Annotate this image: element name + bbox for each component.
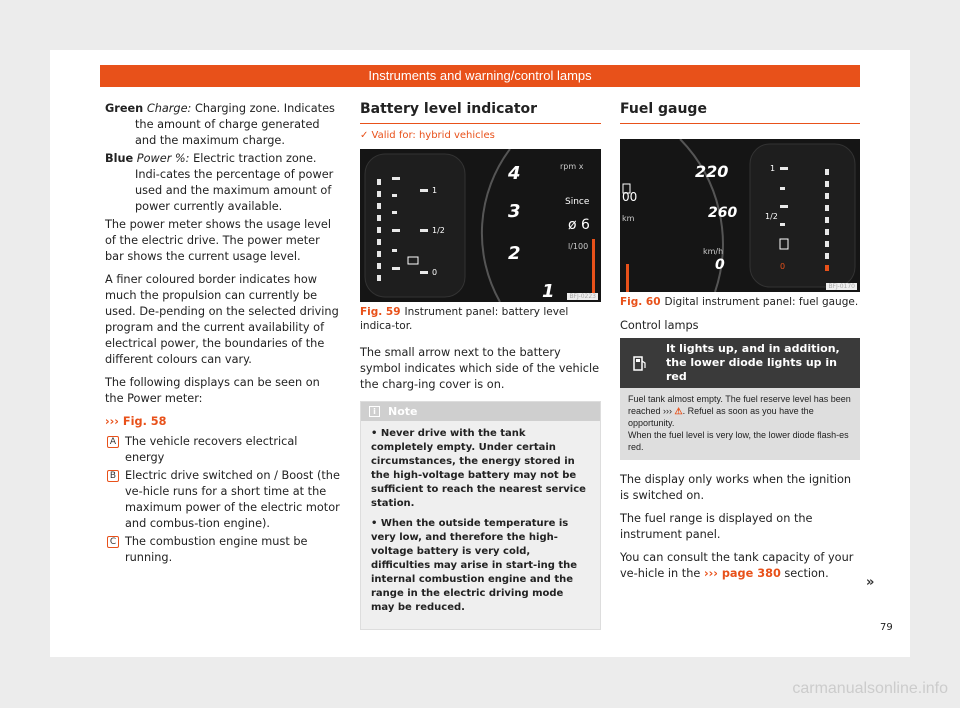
svg-text:km/h: km/h xyxy=(703,247,724,256)
power-meter-paragraph: The power meter shows the usage level of the electric drive. The power meter bar shows the current usage level. xyxy=(105,218,332,263)
svg-text:0: 0 xyxy=(715,257,725,273)
svg-text:2: 2 xyxy=(508,243,521,264)
column-2 xyxy=(360,101,601,630)
svg-text:rpm x: rpm x xyxy=(560,162,584,171)
fuel-gauge-image xyxy=(620,139,860,292)
svg-text:1: 1 xyxy=(542,281,555,302)
watermark: carmanualsonline.info xyxy=(792,680,948,697)
list-item-b: B Electric drive switched on / Boost (the ve-hicle runs for a short time at the maximum power of the electric motor and combus-tion engine). xyxy=(105,468,340,532)
displays-paragraph: The following displays can be seen on the Power meter: xyxy=(105,376,320,405)
figure-59 xyxy=(360,149,601,302)
lamp-table-body: Fuel tank almost empty. The fuel reserve level has been reached ››› ⚠. Refuel as soon as you have the opportunity. When the fuel level is very low, the lower diode flash-es red. xyxy=(620,388,860,460)
warning-triangle-icon: ⚠ xyxy=(674,406,683,416)
battery-gauge-image xyxy=(360,149,601,302)
control-lamps-heading: Control lamps xyxy=(620,319,699,332)
note-item: • Never drive with the tank completely empty. Under certain circumstances, the energy stored in the high-voltage battery may not be sufficient to reach the nearest service station. xyxy=(371,427,590,511)
list-item-a: A The vehicle recovers electrical energy xyxy=(105,434,340,466)
battery-heading: Battery level indicator xyxy=(360,101,601,124)
ignition-paragraph: The display only works when the ignition is switched on. xyxy=(620,473,852,502)
svg-text:ø 6: ø 6 xyxy=(568,217,590,233)
page-header: Instruments and warning/control lamps xyxy=(100,65,860,87)
page-number: 79 xyxy=(880,622,893,633)
green-definition: Green Charge: Charging zone. Indicates the amount of charge generated and the maximum charge. xyxy=(105,102,335,147)
note-header: i Note xyxy=(361,402,600,421)
letter-c-badge: C xyxy=(107,536,119,548)
figure-59-id: BFJ-0223 xyxy=(569,293,596,300)
column-1 xyxy=(105,101,340,568)
figure-59-caption: Fig. 59 Instrument panel: battery level indica-tor. xyxy=(360,306,569,332)
list-item-c: C The combustion engine must be running. xyxy=(105,534,340,566)
svg-text:Since: Since xyxy=(565,197,590,207)
page-380-link[interactable]: ››› page 380 xyxy=(703,567,781,580)
figure-60-id: BFJ-0170 xyxy=(828,283,855,290)
svg-text:l/100: l/100 xyxy=(568,242,589,251)
note-item: • When the outside temperature is very low, and therefore the high-voltage battery is very cold, difficulties may arise in start-ing the internal combustion engine and the range in the electric driving mode may be reduced. xyxy=(371,517,590,615)
figure-60 xyxy=(620,139,860,292)
svg-text:260: 260 xyxy=(708,205,738,221)
svg-text:km: km xyxy=(622,214,635,223)
svg-text:0: 0 xyxy=(432,268,438,277)
note-box xyxy=(360,401,601,630)
letter-b-badge: B xyxy=(107,470,119,482)
svg-text:3: 3 xyxy=(508,201,521,222)
fuel-pump-icon xyxy=(620,338,660,388)
capacity-paragraph: You can consult the tank capacity of your ve-hicle in the ››› page 380 section. xyxy=(620,551,854,580)
validity-note: ✓ Valid for: hybrid vehicles xyxy=(360,130,495,141)
svg-text:0: 0 xyxy=(780,262,786,271)
continue-mark: » xyxy=(866,575,875,590)
svg-text:1/2: 1/2 xyxy=(765,212,778,221)
svg-text:4: 4 xyxy=(508,163,521,184)
fig-58-link[interactable]: ››› Fig. 58 xyxy=(105,415,167,428)
range-paragraph: The fuel range is displayed on the instrument panel. xyxy=(620,512,813,541)
fuel-heading: Fuel gauge xyxy=(620,101,860,124)
border-paragraph: A finer coloured border indicates how much the propulsion can currently be used. De-pending on the selected driving program and the current availability of electrical power, the boundaries of the different colours can vary. xyxy=(105,273,339,366)
battery-paragraph: The small arrow next to the battery symbol indicates which side of the vehicle the charg-ing cover is on. xyxy=(360,346,600,391)
column-3 xyxy=(620,101,860,589)
svg-text:220: 220 xyxy=(695,162,729,181)
figure-60-caption: Fig. 60 Digital instrument panel: fuel gauge. xyxy=(620,296,859,308)
svg-text:00: 00 xyxy=(622,190,638,204)
svg-text:1/2: 1/2 xyxy=(432,226,445,235)
blue-definition: Blue Power %: Electric traction zone. Indi-cates the percentage of power used and the maximum amount of power currently available. xyxy=(105,152,334,213)
svg-text:1: 1 xyxy=(770,164,776,173)
lamp-table-header: It lights up, and in addition, the lower diode lights up in red xyxy=(620,338,860,388)
svg-text:1: 1 xyxy=(432,186,438,195)
letter-a-badge: A xyxy=(107,436,119,448)
note-list xyxy=(361,421,600,629)
info-icon: i xyxy=(369,406,380,417)
